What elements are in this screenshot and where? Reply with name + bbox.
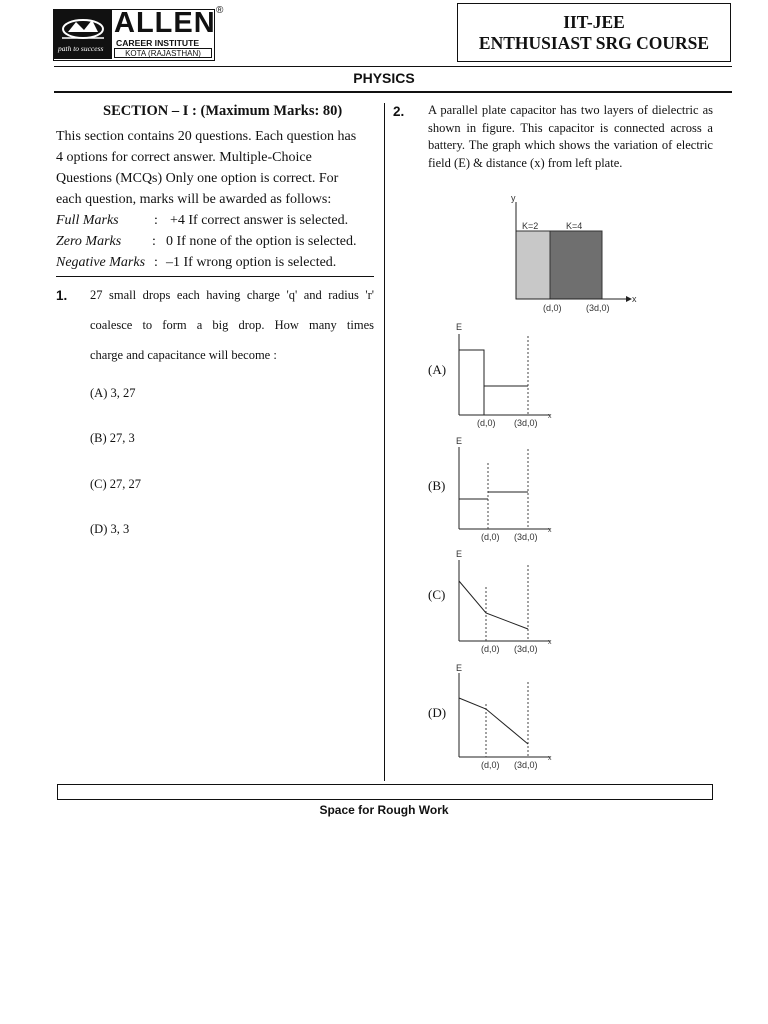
tick-d: (d,0) — [481, 760, 500, 770]
tick-d: (d,0) — [477, 418, 496, 428]
x-label: x — [548, 639, 552, 646]
marks-label: Negative Marks — [56, 255, 146, 270]
marks-label: Zero Marks — [56, 234, 122, 249]
q2-option-d-label[interactable]: (D) — [428, 705, 447, 720]
marks-row — [56, 231, 376, 252]
e-label: E — [456, 322, 463, 332]
q1-option-b[interactable]: (B) 27, 3 — [90, 431, 135, 445]
header-divider-bottom — [54, 91, 732, 93]
marks-text: +4 If correct answer is selected. — [170, 213, 349, 228]
intro-line: This section contains 20 questions. Each question has — [56, 129, 357, 144]
marks-row — [56, 210, 376, 231]
q1-option-d[interactable]: (D) 3, 3 — [90, 522, 130, 536]
tick-3d: (3d,0) — [514, 644, 538, 654]
section-intro — [56, 126, 376, 210]
q1-line: 27 small drops each having charge 'q' and radius 'r' — [90, 288, 374, 302]
k2-label: K=4 — [566, 221, 583, 231]
tick-3d: (3d,0) — [586, 303, 610, 313]
rough-work-box — [57, 784, 713, 800]
q2-option-a-graph[interactable] — [450, 320, 560, 432]
q1-option-a[interactable]: (A) 3, 27 — [90, 386, 136, 400]
e-label: E — [456, 436, 463, 446]
marks-text: 0 If none of the option is selected. — [166, 234, 357, 249]
dielectric-k2 — [516, 231, 550, 299]
section-divider — [56, 276, 374, 277]
course-line-2: ENTHUSIAST SRG COURSE — [478, 33, 710, 53]
marks-colon: : — [154, 255, 158, 270]
q2-option-b-label[interactable]: (B) — [428, 478, 446, 493]
q1-line: coalesce to form a big drop. How many times — [90, 318, 374, 332]
logo-subtitle: CAREER INSTITUTE — [116, 38, 200, 48]
intro-line: Questions (MCQs) Only one option is correct. For — [56, 171, 339, 186]
q1-number: 1. — [56, 288, 68, 303]
logo-tagline: path to success — [58, 44, 104, 53]
logo — [53, 9, 215, 61]
q1-line: charge and capacitance will become : — [90, 348, 277, 362]
q2-number: 2. — [393, 104, 405, 119]
marks-label: Full Marks — [56, 213, 119, 228]
q2-option-c-label[interactable]: (C) — [428, 587, 446, 602]
tick-d: (d,0) — [543, 303, 562, 313]
column-divider — [384, 103, 385, 781]
q2-option-d-graph[interactable] — [450, 662, 560, 774]
dielectric-k4 — [550, 231, 602, 299]
intro-line: each question, marks will be awarded as follows: — [56, 192, 332, 207]
course-line-1: IIT-JEE — [563, 12, 625, 32]
x-label: x — [548, 413, 552, 420]
intro-line: 4 options for correct answer. Multiple-Choice — [56, 150, 312, 165]
marks-text: –1 If wrong option is selected. — [166, 255, 337, 270]
rough-work-label: Space for Rough Work — [319, 803, 449, 817]
y-label: y — [511, 193, 516, 203]
tick-3d: (3d,0) — [514, 418, 538, 428]
marks-scheme — [56, 210, 376, 273]
header-divider-top — [54, 66, 732, 67]
e-label: E — [456, 663, 463, 673]
q2-text: A parallel plate capacitor has two layers of dielectric as shown in figure. This capacitor is connected across a battery. The graph which shows the variation of electric field (E) & distance (x) from left plate. — [428, 103, 713, 170]
k1-label: K=2 — [522, 221, 539, 231]
q2-option-c-graph[interactable] — [450, 547, 560, 659]
logo-brand: ALLEN — [114, 7, 216, 39]
q1-option-c[interactable]: (C) 27, 27 — [90, 477, 142, 491]
tick-3d: (3d,0) — [514, 760, 538, 770]
course-title-box — [457, 3, 731, 62]
e-label: E — [456, 549, 463, 559]
q2-capacitor-figure — [500, 190, 650, 315]
q1-text — [90, 288, 374, 378]
marks-row — [56, 252, 376, 273]
tick-3d: (3d,0) — [514, 532, 538, 542]
q2-option-b-graph[interactable] — [450, 435, 560, 547]
registered-mark: ® — [216, 5, 224, 16]
x-label: x — [632, 294, 637, 304]
marks-colon: : — [154, 213, 158, 228]
tick-d: (d,0) — [481, 532, 500, 542]
subject-title: PHYSICS — [353, 70, 415, 86]
marks-colon: : — [152, 234, 156, 249]
section-title: SECTION – I : (Maximum Marks: 80) — [103, 103, 343, 119]
x-label: x — [548, 755, 552, 762]
x-label: x — [548, 527, 552, 534]
q2-option-a-label[interactable]: (A) — [428, 362, 447, 377]
logo-place: KOTA (RAJASTHAN) — [114, 48, 212, 58]
tick-d: (d,0) — [481, 644, 500, 654]
